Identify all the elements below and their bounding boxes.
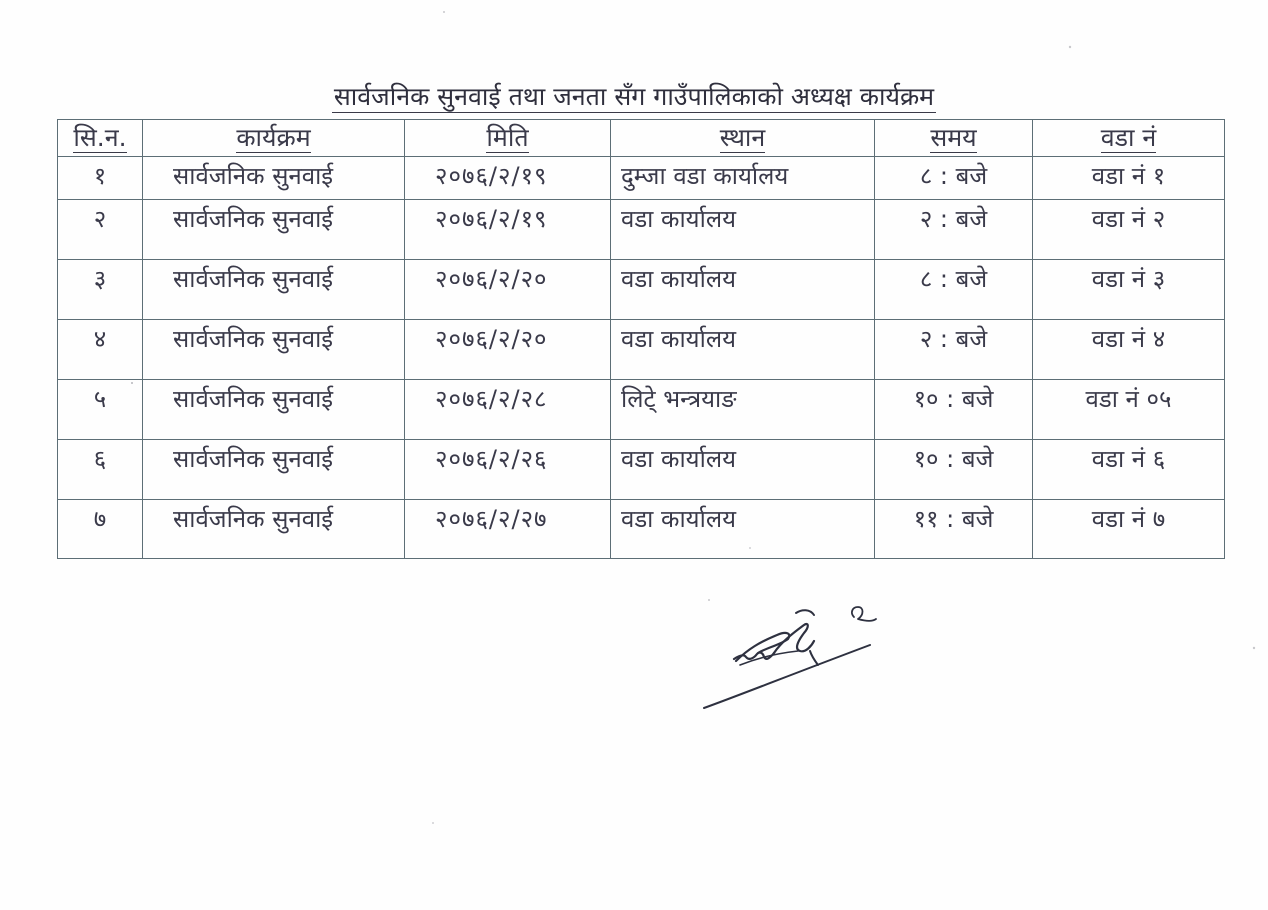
cell-program: सार्वजनिक सुनवाई	[143, 320, 405, 380]
cell-program: सार्वजनिक सुनवाई	[143, 500, 405, 559]
cell-date: २०७६/२/२०	[405, 320, 611, 380]
cell-serial-number: ४	[58, 320, 143, 380]
cell-serial-number: १	[58, 157, 143, 200]
header-date: मिति	[405, 120, 611, 157]
table-row	[58, 380, 1225, 440]
cell-ward-number: वडा नं ३	[1033, 260, 1225, 320]
header-place: स्थान	[611, 120, 875, 157]
handwritten-signature-icon	[700, 595, 880, 715]
cell-date: २०७६/२/२८	[405, 380, 611, 440]
table-row	[58, 157, 1225, 200]
table-row	[58, 260, 1225, 320]
cell-place: लिटे् भन्त्रयाङ	[611, 380, 875, 440]
table-row	[58, 440, 1225, 500]
cell-date: २०७६/२/१९	[405, 157, 611, 200]
header-program: कार्यक्रम	[143, 120, 405, 157]
cell-ward-number: वडा नं ७	[1033, 500, 1225, 559]
table-row	[58, 200, 1225, 260]
cell-time: १० : बजे	[875, 440, 1033, 500]
cell-place: दुम्जा वडा कार्यालय	[611, 157, 875, 200]
schedule-table	[57, 119, 1225, 559]
cell-time: २ : बजे	[875, 320, 1033, 380]
cell-place: वडा कार्यालय	[611, 200, 875, 260]
header-serial-number: सि.न.	[58, 120, 143, 157]
cell-ward-number: वडा नं ६	[1033, 440, 1225, 500]
cell-place: वडा कार्यालय	[611, 320, 875, 380]
cell-time: ८ : बजे	[875, 260, 1033, 320]
cell-date: २०७६/२/२७	[405, 500, 611, 559]
table-header-row	[58, 120, 1225, 157]
cell-date: २०७६/२/२०	[405, 260, 611, 320]
cell-ward-number: वडा नं ०५	[1033, 380, 1225, 440]
cell-time: २ : बजे	[875, 200, 1033, 260]
cell-serial-number: ३	[58, 260, 143, 320]
cell-serial-number: ७	[58, 500, 143, 559]
cell-program: सार्वजनिक सुनवाई	[143, 157, 405, 200]
cell-program: सार्वजनिक सुनवाई	[143, 380, 405, 440]
cell-place: वडा कार्यालय	[611, 260, 875, 320]
cell-place: वडा कार्यालय	[611, 440, 875, 500]
cell-time: ८ : बजे	[875, 157, 1033, 200]
document-title	[0, 80, 1268, 114]
header-time: समय	[875, 120, 1033, 157]
cell-date: २०७६/२/१९	[405, 200, 611, 260]
cell-serial-number: ५	[58, 380, 143, 440]
cell-ward-number: वडा नं १	[1033, 157, 1225, 200]
cell-time: ११ : बजे	[875, 500, 1033, 559]
cell-ward-number: वडा नं २	[1033, 200, 1225, 260]
document-title-text: सार्वजनिक सुनवाई तथा जनता सँग गाउँपालिकाको अध्यक्ष कार्यक्रम	[333, 82, 935, 111]
cell-ward-number: वडा नं ४	[1033, 320, 1225, 380]
table-row	[58, 500, 1225, 559]
cell-program: सार्वजनिक सुनवाई	[143, 200, 405, 260]
cell-program: सार्वजनिक सुनवाई	[143, 260, 405, 320]
table-row	[58, 320, 1225, 380]
cell-serial-number: २	[58, 200, 143, 260]
cell-serial-number: ६	[58, 440, 143, 500]
cell-time: १० : बजे	[875, 380, 1033, 440]
cell-program: सार्वजनिक सुनवाई	[143, 440, 405, 500]
cell-place: वडा कार्यालय	[611, 500, 875, 559]
header-ward-number: वडा नं	[1033, 120, 1225, 157]
cell-date: २०७६/२/२६	[405, 440, 611, 500]
